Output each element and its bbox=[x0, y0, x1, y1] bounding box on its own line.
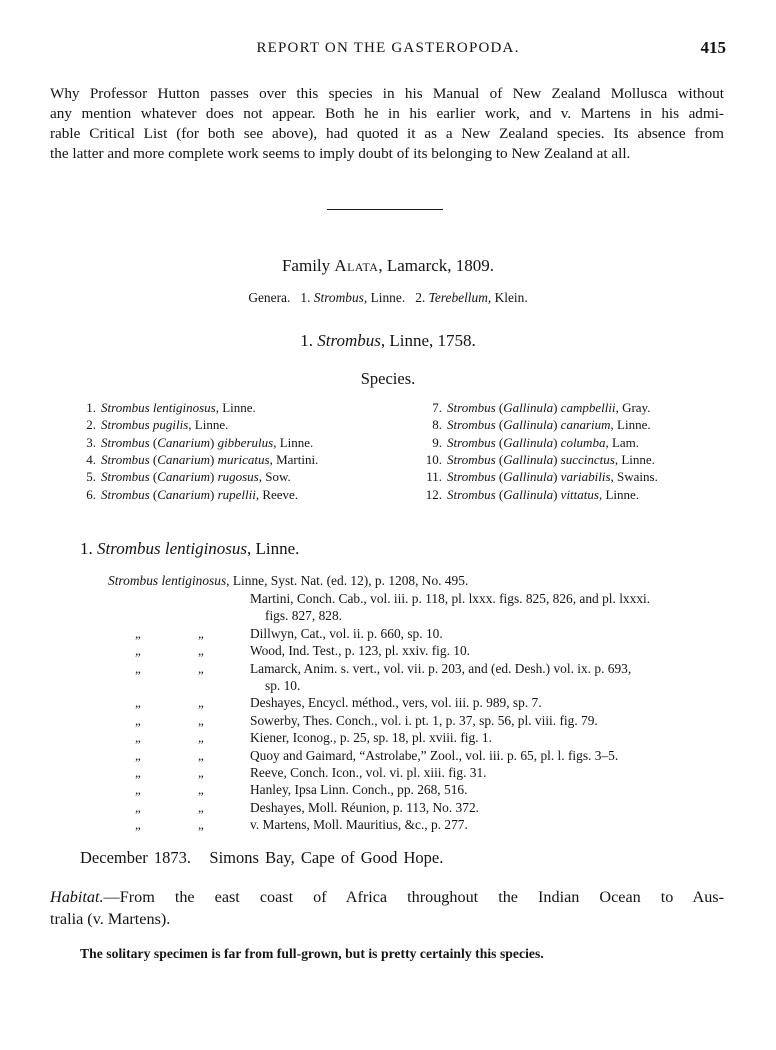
ditto-mark: „ bbox=[198, 695, 204, 711]
species-list-paren: ( bbox=[495, 417, 504, 433]
species-heading: Species. bbox=[360, 369, 416, 388]
species-list-subgenus: Canarium bbox=[157, 451, 210, 467]
page-number: 415 bbox=[700, 38, 726, 57]
synonymy-citation: Martini, Conch. Cab., vol. iii. p. 118, pl. lxxx. figs. 825, 826, and pl. lxxxi. bbox=[250, 591, 651, 606]
ditto-mark: „ bbox=[198, 782, 204, 798]
synonymy-continuation: figs. 827, 828. bbox=[265, 608, 342, 624]
synonymy-citation: Reeve, Conch. Icon., vol. vi. pl. xiii. fig. 31. bbox=[250, 765, 487, 780]
genera-line bbox=[0, 290, 776, 306]
species-list-num: 9. bbox=[432, 434, 442, 450]
species-list-epithet: muricatus bbox=[217, 451, 270, 467]
ditto-mark: „ bbox=[135, 747, 141, 763]
species-list-subgenus: Gallinula bbox=[503, 434, 554, 450]
synonymy-citation: Hanley, Ipsa Linn. Conch., pp. 268, 516. bbox=[250, 782, 468, 798]
species-list-author: , Reeve. bbox=[255, 486, 299, 502]
genera-item-num: 2. bbox=[415, 290, 426, 305]
ditto-mark: „ bbox=[135, 643, 141, 659]
synonymy-citation: Deshayes, Encycl. méthod., vers, vol. iii. p. 989, sp. 7. bbox=[250, 695, 542, 711]
species-entry-num: 1. bbox=[80, 539, 97, 558]
species-list-paren: ) bbox=[553, 469, 558, 485]
intro-line: the latter and more complete work seems to imply doubt of its belonging to New Zealand at all. bbox=[50, 145, 631, 162]
species-list-paren: ( bbox=[149, 469, 158, 485]
ditto-mark: „ bbox=[135, 730, 141, 746]
ditto-mark: „ bbox=[135, 695, 141, 711]
intro-line: rable Critical List (for both see above), had quoted it as a New Zealand species. Its absence from bbox=[50, 125, 724, 142]
species-list-item bbox=[418, 399, 650, 416]
running-header-title: REPORT ON THE GASTEROPODA. bbox=[256, 40, 520, 56]
species-entry-heading bbox=[80, 539, 299, 559]
ditto-mark: „ bbox=[198, 625, 204, 641]
station-date: December 1873. bbox=[80, 848, 192, 867]
genera-item-author: , Linne. bbox=[363, 290, 406, 305]
species-list-author: , Linne. bbox=[610, 417, 651, 433]
genera-item-name: Terebellum bbox=[428, 290, 488, 305]
species-list-paren: ( bbox=[149, 451, 158, 467]
species-list-author: , Sow. bbox=[258, 469, 291, 485]
species-list-epithet: campbellii bbox=[560, 400, 616, 415]
station-locality: Simons Bay, Cape of Good Hope. bbox=[209, 848, 444, 867]
habitat-line: tralia (v. Martens). bbox=[50, 910, 171, 928]
species-list-num: 7. bbox=[432, 400, 442, 415]
species-list-item bbox=[80, 468, 291, 485]
species-list-paren: ) bbox=[209, 486, 215, 502]
species-list-epithet: columba bbox=[560, 434, 606, 450]
synonymy-citation: Dillwyn, Cat., vol. ii. p. 660, sp. 10. bbox=[250, 625, 443, 641]
intro-line: Why Professor Hutton passes over this species in his Manual of New Zealand Mollusca without bbox=[50, 85, 724, 102]
closing-note: The solitary specimen is far from full-grown, but is pretty certainly this species. bbox=[80, 946, 544, 961]
species-list-paren: ( bbox=[495, 469, 504, 485]
synonymy-first-citation: , Linne, Syst. Nat. (ed. 12), p. 1208, No. 495. bbox=[226, 573, 469, 588]
species-list-item bbox=[418, 451, 655, 468]
ditto-mark: „ bbox=[198, 660, 204, 676]
species-list-item bbox=[418, 486, 639, 503]
intro-paragraph bbox=[50, 84, 724, 164]
genus-author-year: , Linne, 1758. bbox=[380, 331, 476, 350]
ditto-mark: „ bbox=[135, 782, 141, 798]
species-list-author: , Swains. bbox=[610, 469, 658, 485]
species-list-epithet: vittatus bbox=[560, 486, 599, 502]
genera-item-num: 1. bbox=[300, 290, 311, 305]
species-entry-author: , Linne. bbox=[247, 539, 300, 558]
family-heading bbox=[0, 256, 776, 276]
species-list-epithet: pugilis bbox=[152, 417, 189, 433]
species-list-paren: ( bbox=[495, 486, 504, 502]
ditto-mark: „ bbox=[135, 625, 141, 641]
habitat-line bbox=[50, 886, 724, 908]
station-line bbox=[80, 848, 443, 868]
synonymy-first-name: Strombus lentiginosus bbox=[108, 573, 227, 588]
species-list-subgenus: Gallinula bbox=[503, 451, 554, 467]
species-list-genus: Strombus bbox=[101, 434, 150, 450]
habitat-text-1: —From the east coast of Africa throughout the Indian Ocean to Aus- bbox=[103, 888, 724, 906]
species-list-subgenus: Canarium bbox=[157, 434, 210, 450]
species-list-epithet: succinctus bbox=[560, 451, 615, 467]
species-list-paren: ( bbox=[149, 486, 158, 502]
ditto-mark: „ bbox=[198, 799, 204, 815]
species-list-author: , Linne. bbox=[215, 400, 256, 415]
species-list-epithet: variabilis bbox=[560, 469, 611, 485]
synonymy-citation: Kiener, Iconog., p. 25, sp. 18, pl. xviii. fig. 1. bbox=[250, 730, 492, 746]
ditto-mark: „ bbox=[198, 747, 204, 763]
ditto-mark: „ bbox=[198, 817, 204, 833]
synonymy-citation: Lamarck, Anim. s. vert., vol. vii. p. 203, and (ed. Desh.) vol. ix. p. 693, bbox=[250, 660, 632, 676]
species-list-genus: Strombus bbox=[101, 400, 150, 415]
species-list-paren: ) bbox=[553, 400, 558, 415]
species-list-author: , Lam. bbox=[605, 434, 640, 450]
species-list-paren: ( bbox=[495, 451, 504, 467]
species-list-paren: ) bbox=[553, 486, 558, 502]
species-list-author: , Martini. bbox=[269, 451, 319, 467]
species-list-num: 3. bbox=[86, 434, 96, 450]
species-list-num: 1. bbox=[86, 400, 96, 415]
species-list-author: , Gray. bbox=[615, 400, 651, 415]
species-list-paren: ( bbox=[495, 400, 504, 415]
species-list-num: 2. bbox=[86, 417, 96, 433]
species-list-genus: Strombus bbox=[447, 400, 496, 415]
species-list-paren: ) bbox=[553, 434, 558, 450]
species-list-genus: Strombus bbox=[447, 469, 496, 485]
ditto-mark: „ bbox=[198, 730, 204, 746]
species-list-subgenus: Gallinula bbox=[503, 417, 554, 433]
synonymy-citation: Quoy and Gaimard, “Astrolabe,” Zool., vol. iii. p. 65, pl. l. figs. 3–5. bbox=[250, 747, 619, 763]
species-list-author: , Linne. bbox=[598, 486, 640, 502]
synonymy-continuation: sp. 10. bbox=[265, 678, 301, 693]
ditto-mark: „ bbox=[135, 817, 141, 833]
species-list-genus: Strombus bbox=[101, 469, 150, 485]
species-list-num: 4. bbox=[86, 451, 96, 467]
species-list-item bbox=[80, 416, 228, 433]
ditto-mark: „ bbox=[135, 712, 141, 728]
species-list-epithet: lentiginosus bbox=[152, 400, 216, 415]
species-list-item bbox=[418, 434, 639, 451]
species-list-paren: ) bbox=[209, 451, 215, 467]
species-list-genus: Strombus bbox=[101, 486, 150, 502]
synonymy-citation: Sowerby, Thes. Conch., vol. i. pt. 1, p. 37, sp. 56, pl. viii. fig. 79. bbox=[250, 712, 598, 728]
species-list-epithet: rupellii bbox=[217, 486, 256, 502]
species-list-subgenus: Canarium bbox=[157, 486, 210, 502]
species-list-epithet: rugosus bbox=[217, 469, 259, 485]
species-list-genus: Strombus bbox=[447, 417, 496, 433]
species-list-paren: ) bbox=[209, 434, 215, 450]
species-list-subgenus: Gallinula bbox=[503, 486, 554, 502]
species-list-num: 10. bbox=[425, 451, 442, 467]
species-list-author: , Linne. bbox=[273, 434, 314, 450]
habitat-paragraph bbox=[50, 886, 724, 930]
species-list-subgenus: Gallinula bbox=[503, 469, 554, 485]
family-name: Alata bbox=[334, 256, 379, 275]
habitat-label: Habitat. bbox=[50, 888, 104, 906]
species-list-num: 5. bbox=[86, 469, 96, 485]
species-list-epithet: canarium bbox=[560, 417, 611, 433]
genus-num: 1. bbox=[300, 331, 318, 350]
species-entry-name: Strombus lentiginosus bbox=[97, 539, 248, 558]
species-list-subgenus: Canarium bbox=[157, 469, 210, 485]
synonymy-citation: v. Martens, Moll. Mauritius, &c., p. 277. bbox=[250, 817, 468, 833]
ditto-mark: „ bbox=[198, 765, 204, 780]
species-list-item bbox=[80, 451, 318, 468]
species-list-genus: Strombus bbox=[101, 417, 150, 433]
intro-line: any mention whatever does not appear. Both he in his earlier work, and v. Martens in his admi- bbox=[50, 105, 724, 122]
species-list-genus: Strombus bbox=[447, 451, 496, 467]
synonymy-first-line bbox=[108, 572, 468, 590]
section-divider bbox=[327, 209, 443, 210]
ditto-mark: „ bbox=[135, 660, 141, 676]
species-list-subgenus: Gallinula bbox=[503, 400, 554, 415]
species-list-item bbox=[80, 434, 313, 451]
species-list-genus: Strombus bbox=[447, 434, 496, 450]
species-list-author: , Linne. bbox=[188, 417, 229, 433]
species-list-paren: ) bbox=[553, 451, 558, 467]
species-list-item bbox=[418, 416, 651, 433]
ditto-mark: „ bbox=[135, 765, 141, 780]
genera-item-name: Strombus bbox=[313, 290, 364, 305]
species-list-genus: Strombus bbox=[101, 451, 150, 467]
species-list-paren: ) bbox=[209, 469, 215, 485]
synonymy-citation: Wood, Ind. Test., p. 123, pl. xxiv. fig. 10. bbox=[250, 643, 471, 659]
species-list-genus: Strombus bbox=[447, 486, 496, 502]
species-list-num: 11. bbox=[426, 469, 442, 485]
synonymy-citation: Deshayes, Moll. Réunion, p. 113, No. 372. bbox=[250, 799, 479, 815]
genera-item-author: , Klein. bbox=[487, 290, 528, 305]
genus-heading bbox=[0, 331, 776, 351]
genus-name: Strombus bbox=[317, 331, 381, 350]
genera-label: Genera. bbox=[248, 290, 291, 305]
ditto-mark: „ bbox=[198, 712, 204, 728]
species-list-item bbox=[418, 468, 658, 485]
ditto-mark: „ bbox=[198, 643, 204, 659]
species-list-item bbox=[80, 399, 256, 416]
family-author-year: , Lamarck, 1809. bbox=[378, 256, 495, 275]
species-list-paren: ) bbox=[553, 417, 558, 433]
species-list-epithet: gibberulus bbox=[217, 434, 274, 450]
species-list-item bbox=[80, 486, 298, 503]
species-list-num: 6. bbox=[86, 486, 96, 502]
family-prefix: Family bbox=[281, 256, 335, 275]
species-list-paren: ( bbox=[495, 434, 504, 450]
ditto-mark: „ bbox=[135, 799, 141, 815]
species-list-num: 12. bbox=[425, 486, 442, 502]
species-list-paren: ( bbox=[149, 434, 158, 450]
species-list-num: 8. bbox=[432, 417, 442, 433]
species-list-author: , Linne. bbox=[614, 451, 655, 467]
